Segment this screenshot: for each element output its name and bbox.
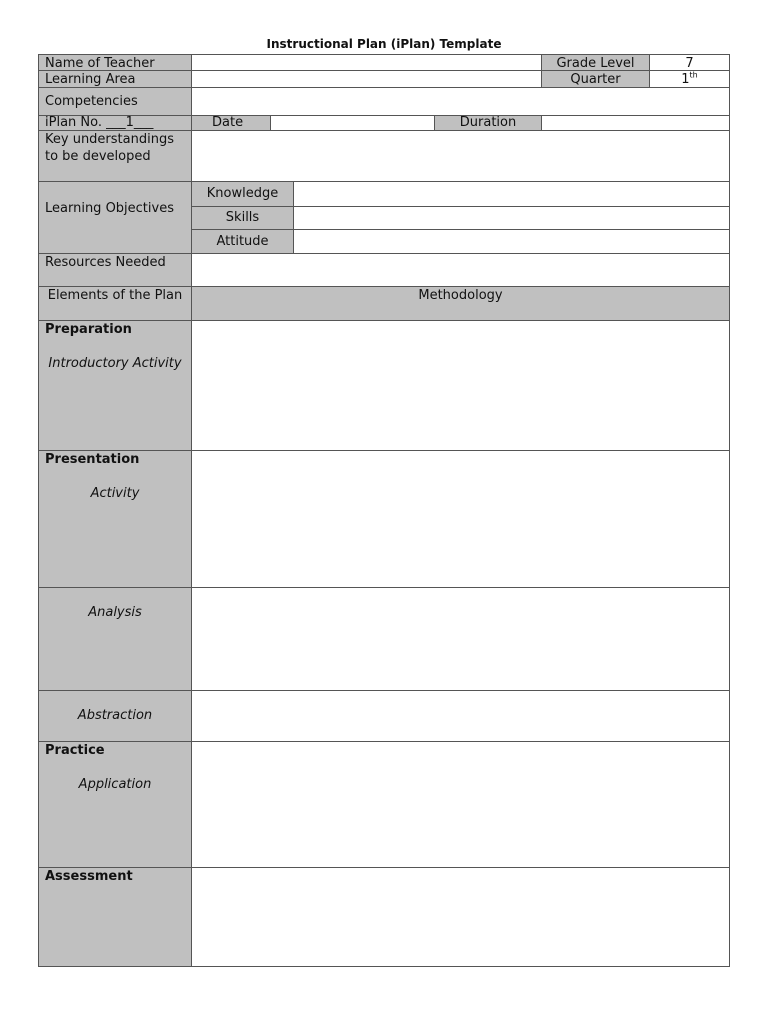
competencies-field[interactable] [191,87,730,116]
assessment-field[interactable] [191,867,730,967]
presentation-heading: Presentation [45,452,140,467]
page-title: Instructional Plan (iPlan) Template [266,37,502,51]
key-understandings-field[interactable] [191,130,730,182]
resources-field[interactable] [191,253,730,287]
iplan-no-label: iPlan No. ___1___ [38,115,192,131]
knowledge-field[interactable] [293,181,730,207]
analysis-field[interactable] [191,587,730,691]
attitude-label: Attitude [191,229,294,254]
preparation-cell [38,320,192,451]
attitude-field[interactable] [293,229,730,254]
knowledge-label: Knowledge [191,181,294,207]
quarter-label: Quarter [541,70,650,88]
quarter-suffix: th [689,70,698,80]
date-label: Date [191,115,271,131]
analysis-label: Analysis [88,605,142,620]
competencies-label: Competencies [38,87,192,116]
presentation-cell [38,450,192,588]
learning-area-label: Learning Area [38,70,192,88]
abstraction-field[interactable] [191,690,730,742]
assessment-cell [38,867,192,967]
preparation-field[interactable] [191,320,730,451]
teacher-label: Name of Teacher [38,54,192,71]
practice-cell [38,741,192,868]
key-understandings-label: Key understandings to be developed [38,130,192,182]
date-field[interactable] [270,115,435,131]
skills-label: Skills [191,206,294,230]
assessment-heading: Assessment [45,869,133,884]
skills-field[interactable] [293,206,730,230]
methodology-header: Methodology [191,286,730,321]
duration-field[interactable] [541,115,730,131]
duration-label: Duration [434,115,542,131]
abstraction-label: Abstraction [77,708,153,723]
learning-area-field[interactable] [191,70,542,88]
presentation-field[interactable] [191,450,730,588]
grade-level-label: Grade Level [541,54,650,71]
quarter-value[interactable] [649,70,730,88]
abstraction-cell [38,690,192,742]
practice-field[interactable] [191,741,730,868]
activity-label: Activity [90,486,140,501]
learning-objectives-label: Learning Objectives [38,181,192,254]
introductory-activity-label: Introductory Activity [48,356,182,371]
grade-level-value[interactable]: 7 [649,54,730,71]
elements-header: Elements of the Plan [38,286,192,321]
resources-label: Resources Needed [38,253,192,287]
analysis-cell [38,587,192,691]
application-label: Application [78,777,152,792]
practice-heading: Practice [45,743,105,758]
preparation-heading: Preparation [45,322,132,337]
teacher-field[interactable] [191,54,542,71]
quarter-number: 1 [681,72,690,87]
